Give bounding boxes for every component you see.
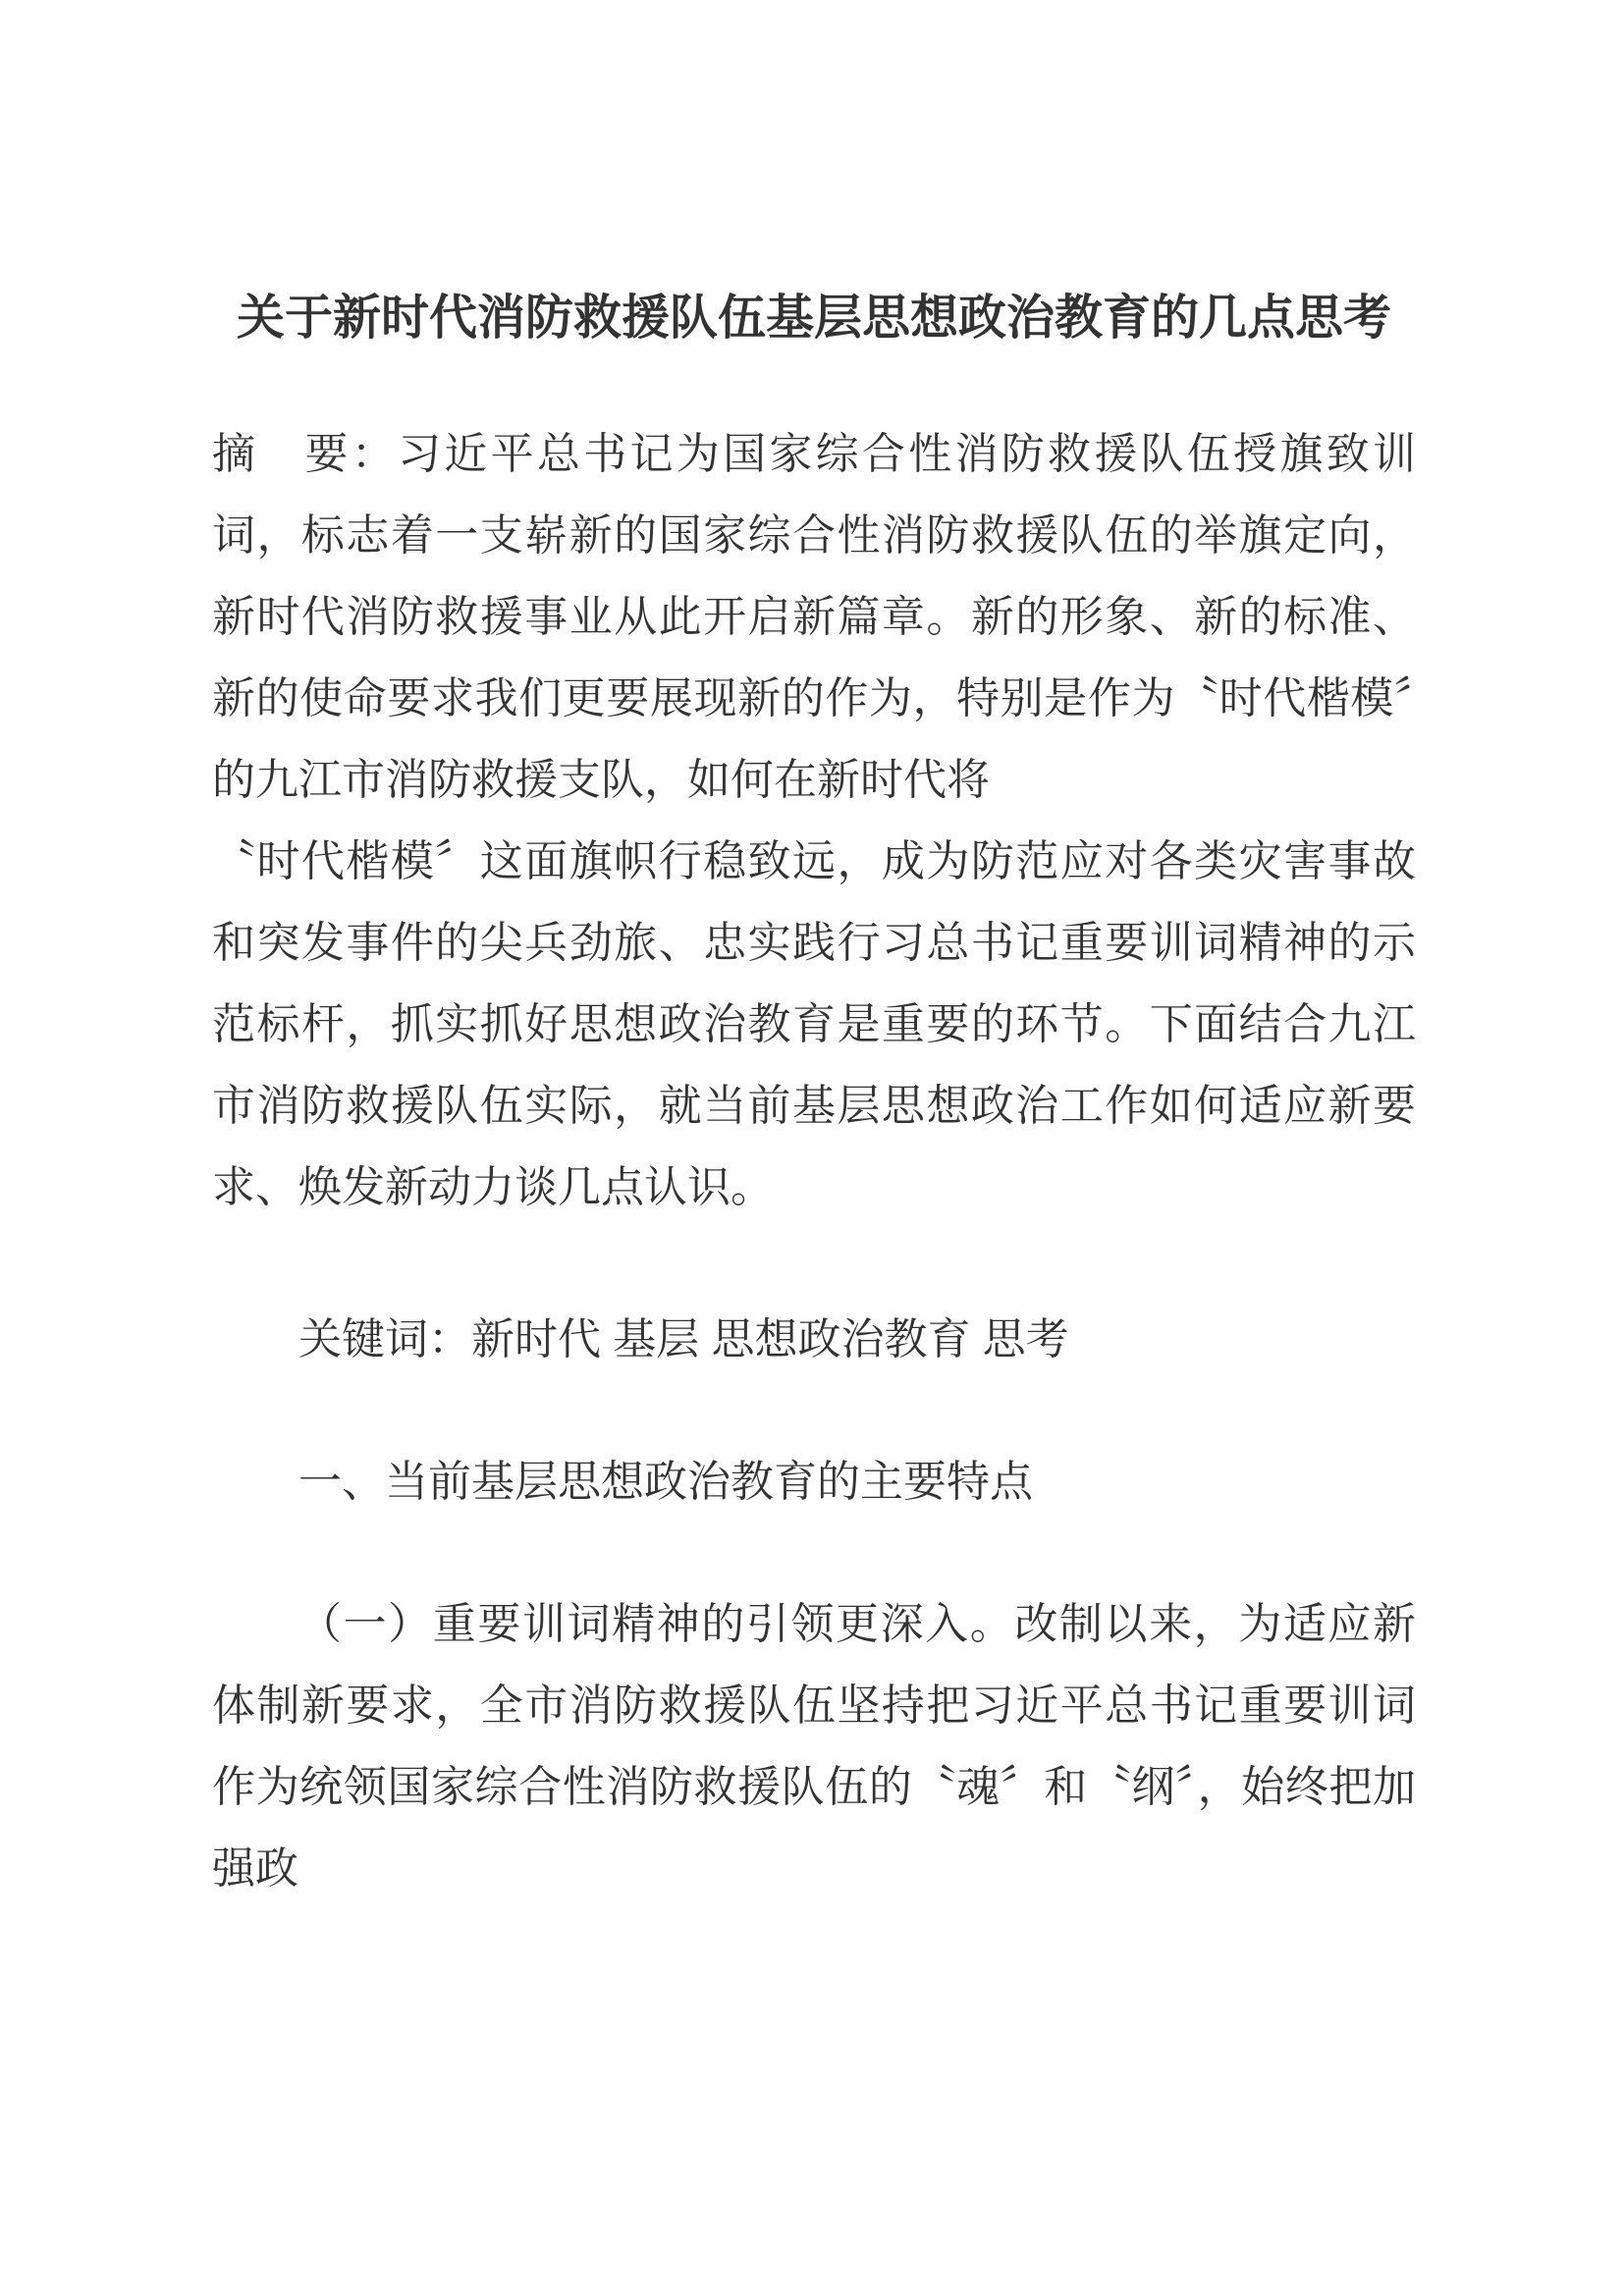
page-content bbox=[212, 0, 1416, 1909]
page-title: 关于新时代消防救援队伍基层思想政治教育的几点思考 bbox=[236, 292, 1391, 345]
abstract-paragraph: 摘 要：习近平总书记为国家综合性消防救援队伍授旗致训词，标志着一支崭新的国家综合性消防救援队伍的举旗定向，新时代消防救援事业从此开启新篇章。新的形象、新的标准、新的使命要求我们更要展现新的作为，特别是作为〝时代楷模〞的九江市消防救援支队，如何在新时代将 bbox=[212, 430, 1416, 804]
section-heading-1: 一、当前基层思想政治教育的主要特点 bbox=[298, 1458, 1033, 1506]
abstract-paragraph-continued: 〝时代楷模〞这面旗帜行稳致远，成为防范应对各类灾害事故和突发事件的尖兵劲旅、忠实践行习总书记重要训词精神的示范标杆，抓实抓好思想政治教育是重要的环节。下面结合九江市消防救援队伍实际，就当前基层思想政治工作如何适应新要求、焕发新动力谈几点认识。 bbox=[212, 837, 1416, 1211]
keywords-line: 关键词：新时代 基层 思想政治教育 思考 bbox=[298, 1315, 1069, 1363]
subsection-paragraph-1-1: （一）重要训词精神的引领更深入。改制以来，为适应新体制新要求，全市消防救援队伍坚持把习近平总书记重要训词作为统领国家综合性消防救援队伍的〝魂〞和〝纲〞，始终把加强政 bbox=[212, 1600, 1416, 1893]
